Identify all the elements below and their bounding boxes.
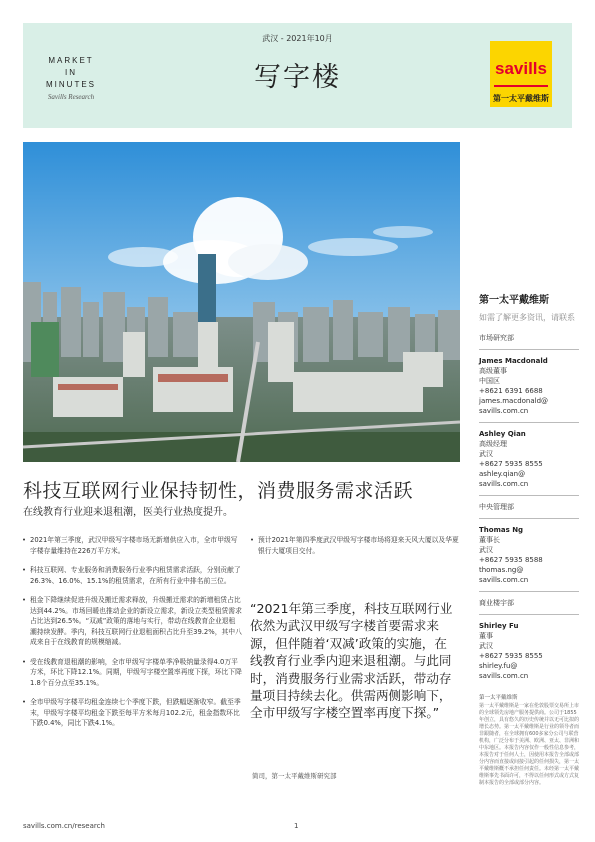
logo-wordmark: savills: [495, 59, 547, 78]
report-subhead: 在线教育行业迎来退租潮，医美行业热度提升。: [23, 507, 233, 518]
contact-role: 高级董事: [479, 367, 507, 375]
sidebar-intro: 如需了解更多资讯，请联系: [479, 313, 575, 322]
divider: [479, 349, 579, 350]
contact-site[interactable]: savills.com.cn: [479, 407, 529, 415]
contact-name: Shirley Fu: [479, 622, 519, 630]
contact-card: [479, 356, 579, 416]
contact-name: Ashley Qian: [479, 430, 526, 438]
bullet-item: • 2021年第三季度，武汉甲级写字楼市场无新增供应入市，全市甲级写字楼存量维持在226万平方米。: [22, 535, 242, 556]
contact-region: 中国区: [479, 377, 500, 385]
disclaimer: [479, 695, 579, 787]
bullet-item: • 全市甲级写字楼平均租金连续七个季度下跌，但跌幅逐渐收窄。截至季末，甲级写字楼平均租金下跌至每平方米每月102.2元，租金指数环比下跌0.4%，同比下跌4.1%。: [22, 697, 242, 729]
dept-central: 中央管理部: [479, 503, 514, 511]
quote-source: 简司，第一太平戴维斯研究部: [252, 772, 337, 780]
bullet-item: • 科技互联网、专业服务和消费服务行业季内租赁需求活跃，分别贡献了26.3%、16.0%、15.1%的租赁需求，在所有行业中排名前三位。: [22, 565, 242, 586]
dateline: 武汉 - 2021年10月: [262, 34, 333, 43]
pull-quote: “2021年第三季度，科技互联网行业依然为武汉甲级写字楼首要需求来源，但伴随着‘双减’政策的实施，在线教育行业季内迎来退租潮。与此同时，消费服务行业需求活跃，带动存量项目持续去化。供需两侧影响下，全市甲级写字楼空置率再度下探。”: [250, 601, 453, 721]
contact-email[interactable]: ashley.qian@: [479, 470, 526, 478]
header-band: [23, 23, 572, 128]
contact-email[interactable]: shirley.fu@: [479, 662, 518, 670]
sidebar-title: 第一太平戴维斯: [479, 295, 549, 306]
brand-line-2: IN: [65, 68, 77, 77]
page-number: 1: [294, 822, 299, 830]
dept-commercial: 商业楼宇部: [479, 599, 514, 607]
contact-card: [479, 429, 579, 489]
contact-region: 武汉: [479, 450, 493, 458]
contact-role: 董事: [479, 632, 493, 640]
contact-site[interactable]: savills.com.cn: [479, 576, 529, 584]
contact-name: Thomas Ng: [479, 526, 524, 534]
contact-email[interactable]: james.macdonald@: [479, 397, 549, 405]
divider: [479, 614, 579, 615]
skyline-illustration: [23, 142, 460, 462]
summary-bullets-left: [22, 535, 242, 738]
contact-region: 武汉: [479, 546, 493, 554]
divider: [479, 495, 579, 496]
divider: [479, 591, 579, 592]
savills-logo: [490, 41, 552, 107]
dept-research: 市场研究部: [479, 334, 514, 342]
divider: [479, 518, 579, 519]
contact-site[interactable]: savills.com.cn: [479, 480, 529, 488]
contact-name: James Macdonald: [479, 357, 548, 365]
contact-role: 董事长: [479, 536, 500, 544]
page-title: 写字楼: [254, 62, 341, 93]
contact-phone[interactable]: +8627 5935 8555: [479, 460, 543, 468]
brand-line-3: MINUTES: [46, 80, 96, 89]
footer-url[interactable]: savills.com.cn/research: [23, 822, 105, 830]
brand-line-1: MARKET: [48, 56, 94, 65]
contact-email[interactable]: thomas.ng@: [479, 566, 524, 574]
contact-role: 高级经理: [479, 440, 507, 448]
summary-bullets-right: [250, 535, 460, 556]
contact-sidebar: [479, 296, 579, 787]
contact-site[interactable]: savills.com.cn: [479, 672, 529, 680]
contact-phone[interactable]: +8627 5935 8555: [479, 652, 543, 660]
contact-card: [479, 621, 579, 681]
contact-region: 武汉: [479, 642, 493, 650]
bullet-item: • 预计2021年第四季度武汉甲级写字楼市场将迎来天风大厦以及华夏银行大厦项目交付。: [250, 535, 460, 556]
city-skyline-photo: [23, 142, 460, 462]
brand-subtitle: Savills Research: [47, 93, 95, 101]
logo-chinese-name: 第一太平戴维斯: [493, 94, 549, 103]
logo-rule: [494, 85, 548, 87]
contact-phone[interactable]: +8627 5935 8588: [479, 556, 543, 564]
contact-phone[interactable]: +8621 6391 6688: [479, 387, 543, 395]
report-headline: 科技互联网行业保持韧性，消费服务需求活跃: [23, 480, 414, 502]
disclaimer-title: 第一太平戴维斯: [479, 695, 518, 701]
contact-card: [479, 525, 579, 585]
bullet-item: • 受在线教育退租潮的影响，全市甲级写字楼单季净吸纳量录得4.0万平方米，环比下降12.1%。同期，甲级写字楼空置率再度下探，环比下降1.8个百分点至35.1%。: [22, 657, 242, 689]
disclaimer-text: 第一太平戴维斯是一家在伦敦股票交易所上市的全球领先房地产服务提供商。公司于1855年创立，具有悠久的历史传统并以无可比拟的增长态势。第一太平戴维斯是行业的领导者而非跟随者，在全球拥有600多家分公司与联营机构，广泛分布于美洲、欧洲、亚太、非洲和中东地区。本报告内容仅作一般性信息参考，本报告对于任何人士，因使用本报告全部或部分内容而直接或间接引起的任何损失，第一太平戴维斯概不承担任何责任。未经第一太平戴维斯事先书面许可，不得以任何形式或方式复制本报告的全部或部分内容。: [479, 703, 580, 786]
divider: [479, 422, 579, 423]
bullet-item: • 租金下降继续促进升级及搬迁需求释放，升级搬迁需求的新增租赁占比达到44.2%。市场回暖也推动企业的新设立需求，新设立类型租赁需求占比达到26.5%。“双减”政策的落地与实行，带动在线教育企业退租潮持续发酵。季内，科技互联网行业退租面积占比升至39.2%，其中八成来自于在线教育的规模缩减。: [22, 595, 242, 648]
